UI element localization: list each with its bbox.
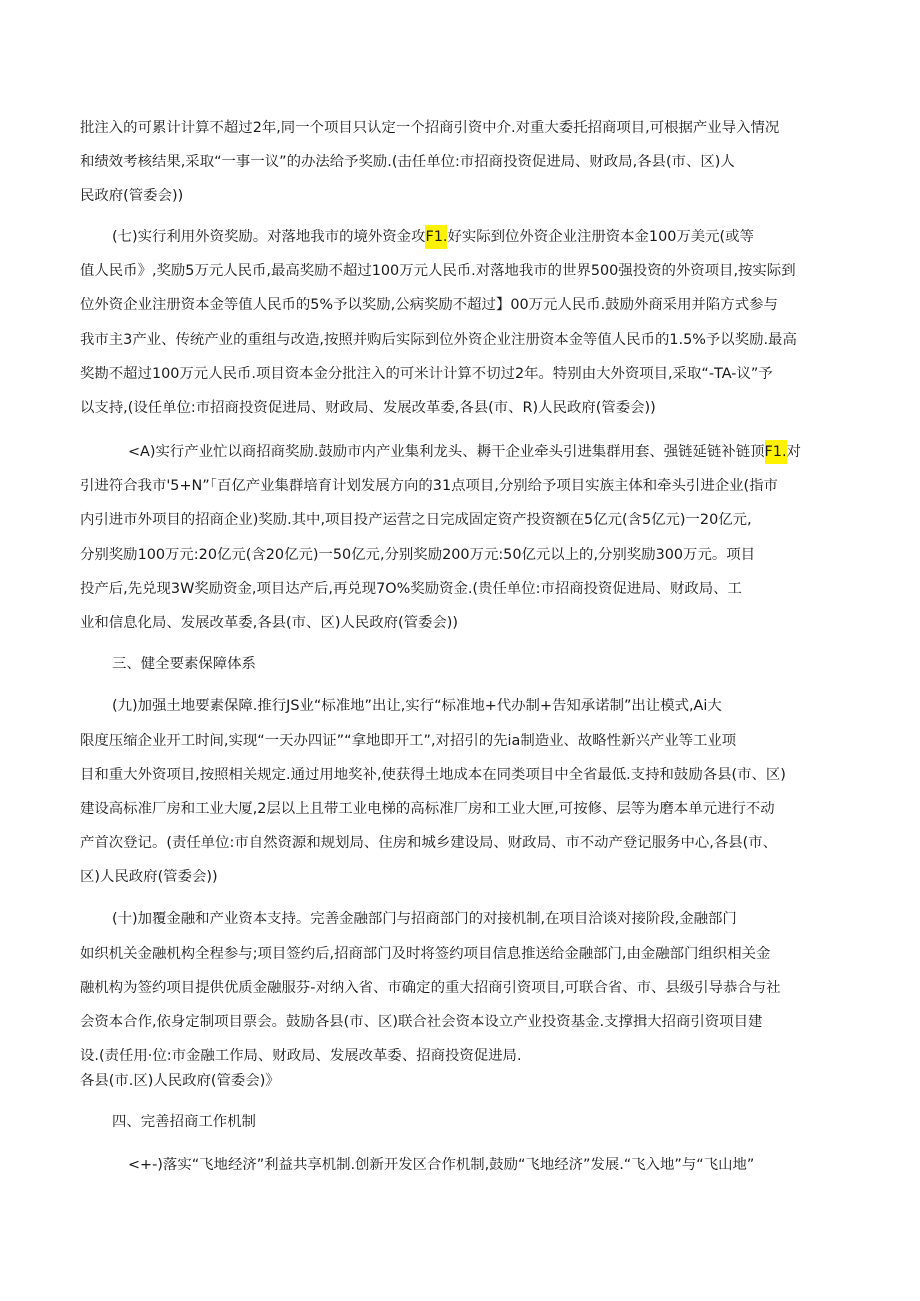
text-segment: 对 [786,444,801,460]
section-heading-3: 三、健全要素保障体系 [112,656,256,672]
text-line: 位外资企业注册资本金等值人民币的5%予以奖励,公病奖励不超过】00万元人民币.鼓励外商采用并陷方式参与 [80,297,778,313]
text-line: 以支持,(设任单位:市招商投资促进局、财政局、发展改革委,各县(市、R)人民政府(管委会)) [80,400,656,416]
text-line: 奖勘不超过100万元人民币.项目资本金分批注入的可米计计算不切过2年。特别由大外资项目,采取“-TA-议”予 [80,366,773,382]
text-line: 产首次登记。(责任单位:市自然资源和规划局、住房和城乡建设局、财政局、市不动产登记服务中心,各县(市、 [80,835,778,851]
paragraph-9-first-line: (九)加强土地要素保障.推行JS业“标准地”出让,实行“标准地+代办制+告知承诺制”出让模式,Ai大 [112,698,722,714]
text-segment: (七)实行利用外资奖励。对落地我市的境外资金攻 [112,229,426,245]
text-line: 内引进市外项目的招商企业)奖励.其中,项目投产运营之日完成固定资产投资额在5亿元(含5亿元)一20亿元, [80,512,752,528]
highlighted-mark: F1. [765,440,787,464]
text-line: 我市主3产业、传统产业的重组与改造,按照并购后实际到位外资企业注册资本金等值人民币的1.5%予以奖励.最高 [80,332,797,348]
text-line: 值人民币》,奖励5万元人民币,最高奖励不超过100万元人民币.对落地我市的世界500强投资的外资项目,按实际到 [80,263,796,279]
paragraph-10-first-line: (十)加覆金融和产业资本支持。完善金融部门与招商部门的对接机制,在项目洽谈对接阶段,金融部门 [112,911,737,927]
text-line: 设.(责任用·位:市金融工作局、财政局、发展改革委、招商投资促进局. [80,1048,522,1064]
text-line: 各县(市.区)人民政府(管委会)》 [80,1073,280,1089]
text-line: 民政府(管委会)) [80,188,184,204]
text-line: 业和信息化局、发展改革委,各县(市、区)人民政府(管委会)) [80,615,459,631]
paragraph-8-first-line [128,440,801,464]
paragraph-11-first-line: <+-)落实“飞地经济”利益共享机制.创新开发区合作机制,鼓励“飞地经济”发展.“飞入地”与“飞山地” [128,1157,755,1173]
text-line: 目和重大外资项目,按照相关规定.通过用地奖补,使获得土地成本在同类项目中全省最低.支持和鼓励各县(市、区) [80,767,786,783]
text-line: 引进符合我市'5+N”「百亿产业集群培育计划发展方向的31点项目,分别给予项目实族主体和牵头引进企业(指市 [80,478,778,494]
text-line: 建设高标准厂房和工业大厦,2层以上且带工业电梯的高标准厂房和工业大匣,可按修、层等为磨本单元进行不动 [80,801,775,817]
text-line: 融机构为签约项目提供优质金融服芬-对纳入省、市确定的重大招商引资项目,可联合省、市、县级引导恭合与社 [80,980,781,996]
text-line: 区)人民政府(管委会)) [80,869,218,885]
text-segment: 好实际到位外资企业注册资本金100万美元(或等 [447,229,754,245]
paragraph-7-first-line [112,225,754,249]
text-line: 投产后,先兑现3W奖励资金,项目达产后,再兑现7O%奖励资金.(贵任单位:市招商投资促进局、财政局、工 [80,581,742,597]
text-line: 如织机关金融机构全程参与;项目签约后,招商部门及时将签约项目信息推送给金融部门,由金融部门组织相关金 [80,946,771,962]
text-line: 会资本合作,依身定制项目票会。鼓励各县(市、区)联合社会资本设立产业投资基金.支撑揖大招商引资项目建 [80,1014,763,1030]
text-line: 和绩效考核结果,采取“一事一议”的办法给予奖励.(击任单位:市招商投资促进局、财政局,各县(市、区)人 [80,154,735,170]
text-line: 批注入的可累计计算不超过2年,同一个项目只认定一个招商引资中介.对重大委托招商项目,可根据产业导入情况 [80,120,780,136]
text-line: 分别奖励100万元:20亿元(含20亿元)一50亿元,分别奖励200万元:50亿元以上的,分别奖励300万元。项目 [80,547,756,563]
text-segment: <A)实行产业忙以商招商奖励.鼓励市内产业集利龙头、耨干企业牵头引进集群用套、强链延链补链顶 [128,444,765,460]
text-line: 限度压缩企业开工时间,实现“一天办四证”“拿地即开工”,对招引的先ia制造业、故略性新兴产业等工业项 [80,733,737,749]
highlighted-mark: F1. [425,225,447,249]
section-heading-4: 四、完善招商工作机制 [112,1114,256,1130]
